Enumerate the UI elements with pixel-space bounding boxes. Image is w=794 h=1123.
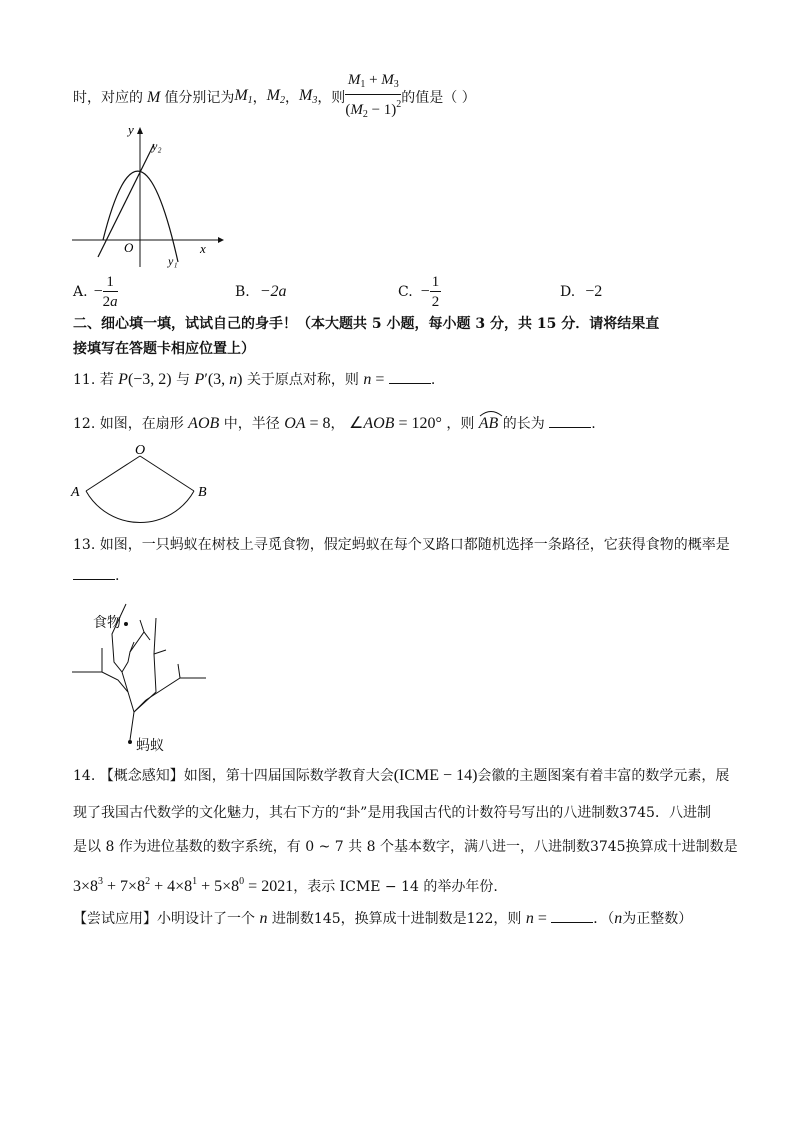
q10-fraction: $\frac{M_1 + M_3}{(M_2 - 1)^2}$ [345, 72, 402, 120]
parabola-line-graph [68, 122, 228, 272]
sector-diagram [68, 440, 218, 530]
ant-dot [128, 740, 132, 744]
section2-line1: 二、细心填一填，试试自己的身手！（本大题共 5 小题，每小题 3 分，共 15 分．请将结果直 [73, 316, 660, 332]
q10-prefix: 时，对应的 [73, 90, 143, 106]
q12-answer-blank[interactable] [549, 413, 591, 428]
option-c[interactable]: C. − $\frac{1}{2}$ [398, 273, 440, 310]
q14-line3: 是以 8 作为进位基数的数字系统，有 0 ~ 7 共 8 个基本数字，满八进一，八进制数3745换算成十进制数是 [73, 839, 738, 855]
radius-ob [140, 456, 194, 491]
right-branch [134, 650, 166, 712]
q14-line5: 【尝试应用】小明设计了一个 n 进制数145，换算成十进制数是122，则 n = ．（n为正整数） [73, 910, 693, 927]
tree-branch-diagram [68, 592, 218, 757]
y-axis-arrow [137, 127, 143, 134]
q10-m-text: 值分别记为 [164, 90, 235, 106]
left-side-branch [72, 672, 128, 692]
option-c-fraction: $\frac{1}{2}$ [431, 273, 440, 310]
q13-answer-line: . [73, 565, 119, 586]
label-o: O [135, 443, 146, 458]
section2-line2: 接填写在答题卡相应位置上） [73, 341, 255, 357]
octal-expansion: $3\times 8^3 + 7\times 8^2 + 4\times 8^1 + 5\times 8^0 = 2021$ [73, 876, 294, 895]
label-y: y [128, 122, 134, 137]
label-y1: y₁ [168, 254, 178, 268]
option-d[interactable]: D. −2 [560, 283, 603, 300]
q14-line4: $3\times 8^3 + 7\times 8^2 + 4\times 8^1 + 5\times 8^0 = 2021$，表示 ICME − 14 的举办年份. [73, 876, 498, 895]
left-twig-a [122, 632, 150, 672]
q10-tail: 的值是（ ） [401, 90, 476, 106]
q10-then: ，则 [317, 90, 346, 106]
label-origin: O [124, 240, 134, 255]
q14-line1: 14. 【概念感知】如图，第十四届国际数学教育大会(ICME − 14)会徽的主题图案有着丰富的数学元素，展 [73, 767, 730, 784]
q14-line2: 现了我国古代数学的文化魅力，其右下方的“卦”是用我国古代的计数符号写出的八进制数3745．八进制 [73, 805, 711, 821]
right-side-twig [178, 664, 180, 678]
symbol-m2: $M_2$ [266, 86, 285, 106]
q13-answer-blank[interactable] [73, 565, 115, 580]
q10-options [73, 272, 733, 312]
symbol-m3: $M_3$ [298, 86, 318, 106]
left-twig-b [140, 620, 144, 632]
q10-stem: 时，对应的 M 值分别记为 $M_1$ ， $M_2$ ， $M_3$ ，则 $\frac{M_1 + M_3}{(M_2 - 1)^2}$ 的值是（ ） [73, 78, 476, 118]
x-axis-arrow [218, 237, 224, 243]
label-food: 食物 [93, 615, 121, 631]
arc-ab [86, 491, 194, 523]
q12: 12. 如图，在扇形 AOB 中，半径 OA = 8， ∠AOB = 120° ，则 AB 的长为 . [73, 413, 596, 434]
label-x: x [200, 241, 206, 256]
food-dot [124, 622, 128, 626]
label-b: B [198, 485, 207, 500]
label-a: A [71, 485, 80, 500]
symbol-m1: $M_1$ [234, 86, 253, 106]
q11-answer-blank[interactable] [389, 369, 431, 384]
label-ant: 蚂蚁 [136, 738, 164, 754]
option-a[interactable]: A. − $\frac{1}{2a}$ [73, 273, 118, 310]
option-a-fraction: $\frac{1}{2a}$ [102, 273, 118, 310]
q11: 11. 若 P(−3, 2) 与 P′(3, n) 关于原点对称，则 n = . [73, 371, 436, 388]
radius-oa [86, 456, 140, 491]
label-y2: y₂ [152, 139, 162, 153]
right-twig-a [154, 618, 156, 654]
option-b[interactable]: B. −2a [235, 283, 287, 300]
q13-text: 13. 如图，一只蚂蚁在树枝上寻觅食物，假定蚂蚁在每个叉路口都随机选择一条路径，它获得食物的概率是 [73, 537, 730, 553]
q14-answer-blank[interactable] [551, 908, 593, 923]
symbol-m: M [143, 89, 165, 106]
